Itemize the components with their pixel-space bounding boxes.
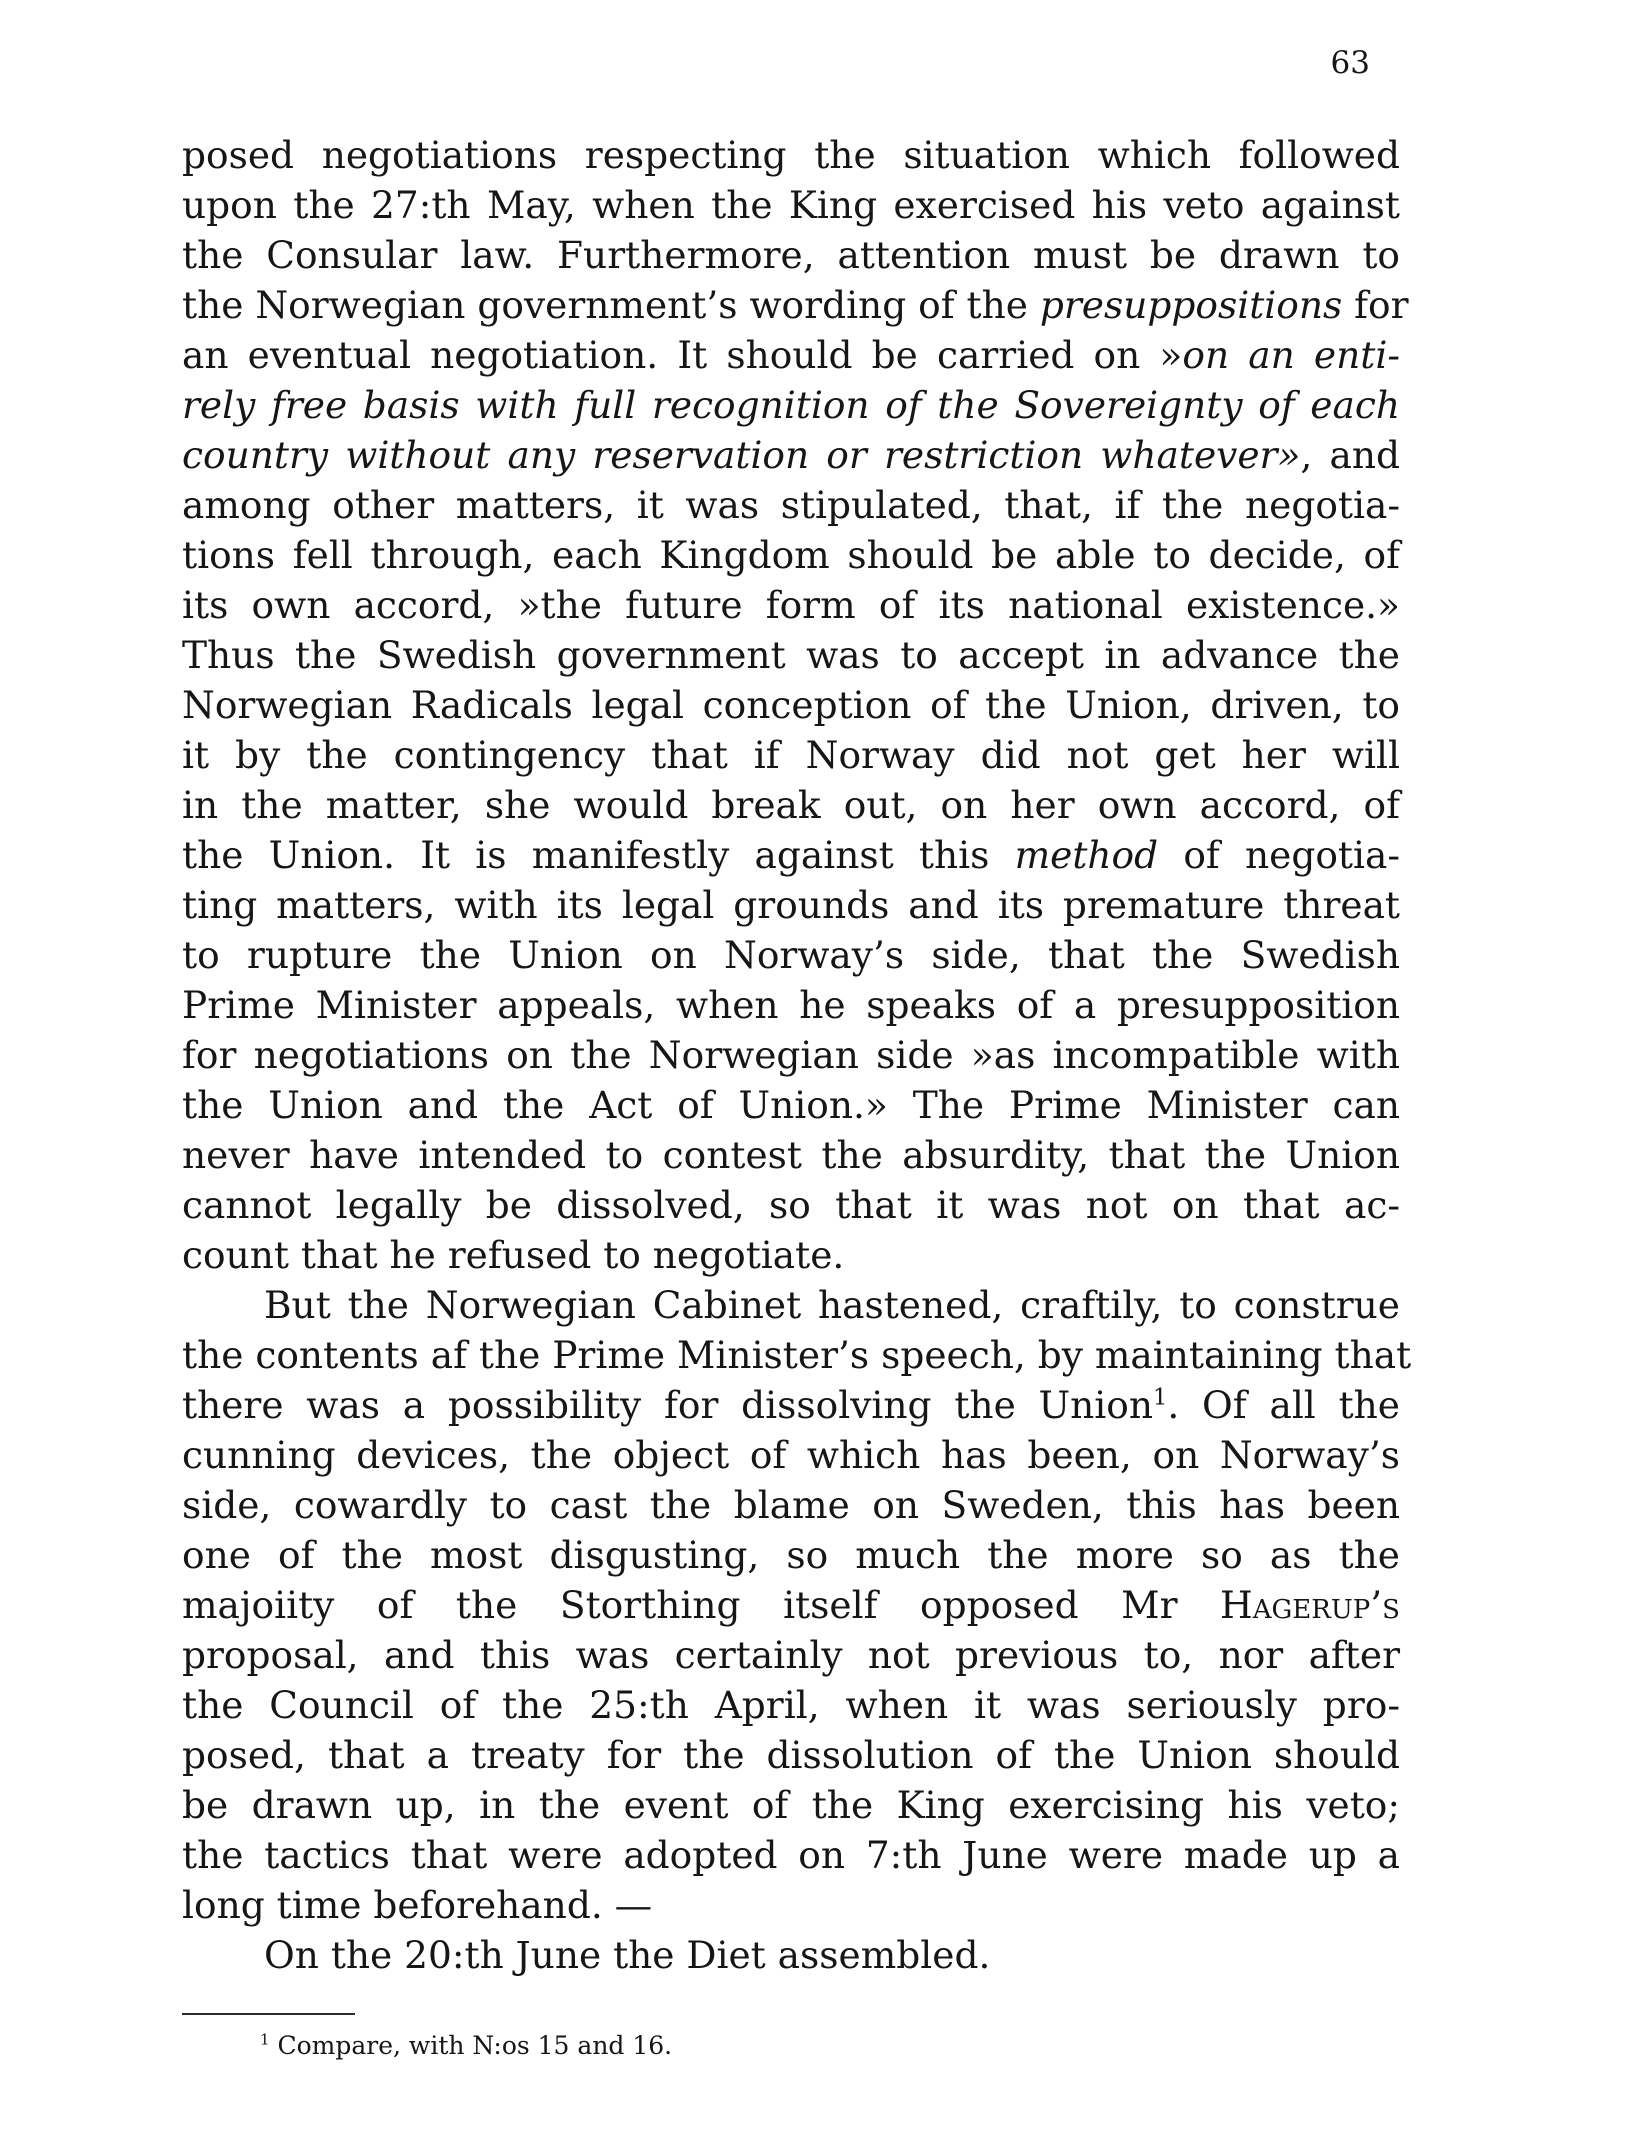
footnote-text: Compare, with N:os 15 and 16. (277, 2031, 673, 2060)
body-text (182, 130, 1412, 1980)
text-line: never have intended to contest the absurdity, that the Union (182, 1133, 1400, 1177)
text-line (182, 430, 1400, 480)
footnote (260, 2030, 672, 2062)
text-line: it by the contingency that if Norway did not get her will (182, 733, 1400, 777)
text-line: But the Norwegian Cabinet hastened, craftily, to construe (264, 1283, 1400, 1327)
text-line: the contents af the Prime Minister’s speech, by maintaining that (182, 1333, 1412, 1377)
text-line: be drawn up, in the event of the King exercising his veto; (182, 1783, 1400, 1827)
text-segment: . Of all the (1167, 1383, 1400, 1427)
text-segment: there was a possibility for dissolving the Union (182, 1383, 1154, 1427)
text-segment: of negotia- (1158, 833, 1400, 877)
text-line: one of the most disgusting, so much the more so as the (182, 1533, 1400, 1577)
text-line: side, cowardly to cast the blame on Sweden, this has been (182, 1483, 1400, 1527)
text-line: tions fell through, each Kingdom should be able to decide, of (182, 533, 1400, 577)
footnote-mark: 1 (260, 2030, 270, 2049)
text-line: among other matters, it was stipulated, that, if the negotia- (182, 483, 1400, 527)
text-line: upon the 27:th May, when the King exercised his veto against (182, 183, 1400, 227)
text-line: the tactics that were adopted on 7:th June were made up a (182, 1833, 1400, 1877)
italic-segment: rely free basis with full recognition of the Sovereignty of each (182, 383, 1400, 427)
text-line: posed, that a treaty for the dissolution of the Union should (182, 1733, 1400, 1777)
text-line: posed negotiations respecting the situation which followed (182, 133, 1400, 177)
text-segment: the Union. It is manifestly against this (182, 833, 1015, 877)
text-line: the Consular law. Furthermore, attention must be drawn to (182, 233, 1400, 277)
text-line (182, 1580, 1400, 1630)
text-line: for negotiations on the Norwegian side »as incompatible with (182, 1033, 1400, 1077)
text-line (182, 280, 1409, 330)
text-segment: the Norwegian government’s wording of the (182, 283, 1040, 327)
footnote-divider (182, 2013, 355, 2015)
footnote-reference: 1 (1153, 1384, 1168, 1411)
text-line: long time beforehand. — (182, 1883, 653, 1927)
text-line: ting matters, with its legal grounds and its premature threat (182, 883, 1400, 927)
small-caps-name: Hagerup’s (1220, 1583, 1400, 1627)
text-line (182, 830, 1400, 880)
text-segment: , and (1300, 433, 1400, 477)
text-segment: an eventual negotiation. It should be carried on » (182, 333, 1183, 377)
text-line: Norwegian Radicals legal conception of the Union, driven, to (182, 683, 1400, 727)
text-line (182, 380, 1400, 430)
text-line: count that he refused to negotiate. (182, 1233, 845, 1277)
text-line (182, 1380, 1400, 1430)
text-segment: majoiity of the Storthing itself opposed Mr (182, 1583, 1221, 1627)
italic-segment: on an enti- (1182, 333, 1400, 377)
italic-segment: country without any reservation or restriction whatever» (182, 433, 1301, 477)
text-line: proposal, and this was certainly not previous to, nor after (182, 1633, 1400, 1677)
text-line: the Union and the Act of Union.» The Prime Minister can (182, 1083, 1400, 1127)
text-line: to rupture the Union on Norway’s side, that the Swedish (182, 933, 1400, 977)
page-number: 63 (1330, 45, 1370, 81)
text-line: cannot legally be dissolved, so that it was not on that ac- (182, 1183, 1400, 1227)
text-segment: for (1342, 283, 1409, 327)
text-line: cunning devices, the object of which has been, on Norway’s (182, 1433, 1400, 1477)
text-line: Thus the Swedish government was to accept in advance the (182, 633, 1400, 677)
text-line: Prime Minister appeals, when he speaks of a presupposition (182, 983, 1400, 1027)
italic-segment: presuppositions (1039, 283, 1343, 327)
text-line: its own accord, »the future form of its national existence.» (182, 583, 1400, 627)
text-line: the Council of the 25:th April, when it was seriously pro- (182, 1683, 1400, 1727)
italic-segment: method (1014, 833, 1159, 877)
text-line: On the 20:th June the Diet assembled. (264, 1933, 991, 1977)
text-line (182, 330, 1400, 380)
text-line: in the matter, she would break out, on her own accord, of (182, 783, 1400, 827)
